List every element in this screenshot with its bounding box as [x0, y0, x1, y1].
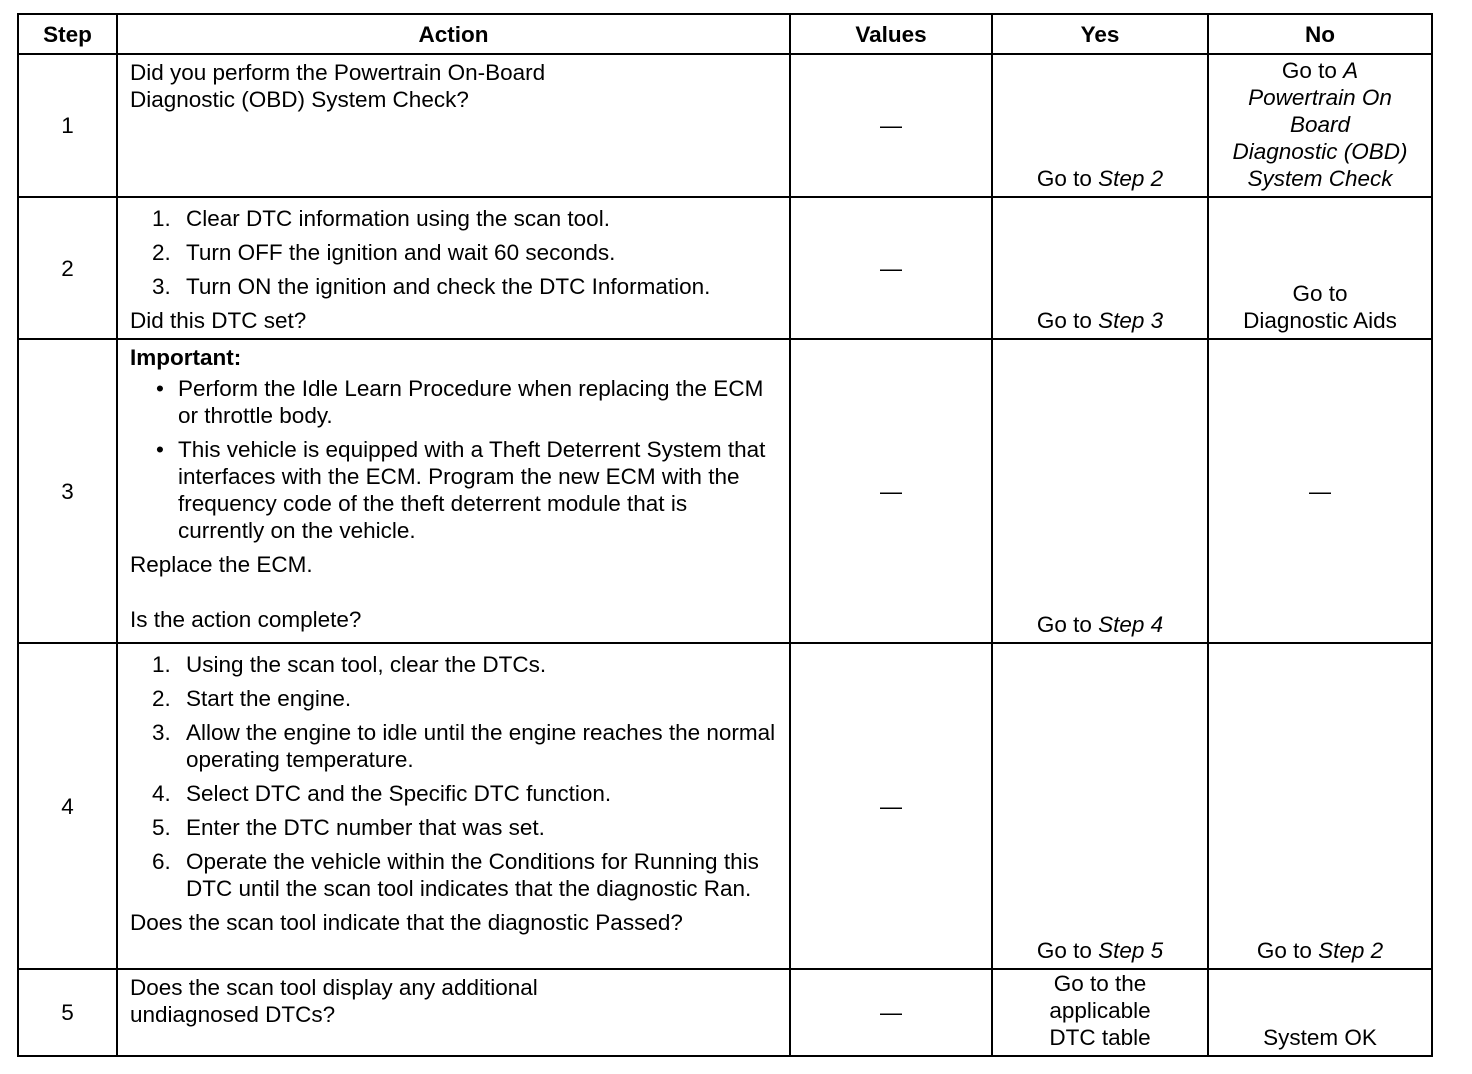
- yes-prefix: Go to: [1036, 612, 1099, 637]
- yes-prefix: Go to: [1036, 938, 1099, 963]
- action-instruction: Replace the ECM.: [130, 552, 313, 577]
- values-dash: —: [880, 1000, 902, 1025]
- header-no: No: [1208, 14, 1432, 54]
- header-values: Values: [790, 14, 992, 54]
- header-row: [18, 14, 1432, 54]
- no-step-link[interactable]: Step 2: [1318, 938, 1384, 963]
- yes-prefix: Go to: [1036, 308, 1099, 333]
- yes-cell: [992, 969, 1208, 1056]
- no-link[interactable]: Board: [1289, 112, 1351, 137]
- action-text: Diagnostic (OBD) System Check?: [130, 87, 469, 112]
- list-item: 5. Enter the DTC number that was set.: [152, 815, 545, 840]
- no-link[interactable]: System Check: [1247, 166, 1393, 191]
- no-link[interactable]: A: [1343, 58, 1359, 83]
- yes-cell: [992, 54, 1208, 197]
- action-cell: [117, 339, 790, 643]
- yes-link[interactable]: DTC table: [1049, 1025, 1151, 1050]
- list-item: 3. Allow the engine to idle until the engine reaches the normal operating temperature.: [152, 720, 776, 772]
- yes-cell: [992, 339, 1208, 643]
- step-number: 4: [18, 643, 117, 969]
- table-row-step-2: [18, 197, 1432, 339]
- values-dash: —: [880, 255, 902, 281]
- list-item: 6. Operate the vehicle within the Conditions for Running this DTC until the scan tool indicates that the diagnostic Ran.: [152, 849, 759, 901]
- values-dash: —: [880, 478, 902, 504]
- action-question: Did this DTC set?: [130, 308, 307, 333]
- list-item: • This vehicle is equipped with a Theft Deterrent System that interfaces with the ECM. Program the new ECM with the frequency code of the theft deterrent module that is currently on the vehicle.: [156, 437, 766, 543]
- list-item: 2. Start the engine.: [152, 686, 352, 711]
- table-row-step-4: [18, 643, 1432, 969]
- list-item: • Perform the Idle Learn Procedure when replacing the ECM or throttle body.: [156, 376, 764, 428]
- yes-prefix: Go to: [1036, 166, 1099, 191]
- values-cell: [790, 197, 992, 339]
- step-number: 2: [18, 197, 117, 339]
- procedure-list: [130, 205, 779, 300]
- values-cell: [790, 969, 992, 1056]
- values-dash: —: [880, 793, 902, 819]
- procedure-list: [130, 651, 779, 902]
- no-result: System OK: [1263, 1025, 1377, 1050]
- values-cell: [790, 54, 992, 197]
- list-item: 1. Using the scan tool, clear the DTCs.: [152, 652, 547, 677]
- step-number: 1: [18, 54, 117, 197]
- diagnostic-table: [17, 13, 1433, 1057]
- no-cell: [1208, 969, 1432, 1056]
- action-cell: [117, 54, 790, 197]
- action-cell: [117, 969, 790, 1056]
- no-link[interactable]: Powertrain On: [1248, 85, 1392, 110]
- header-step: Step: [18, 14, 117, 54]
- action-cell: [117, 643, 790, 969]
- action-question: Does the scan tool indicate that the diagnostic Passed?: [130, 910, 683, 935]
- yes-cell: [992, 197, 1208, 339]
- header-yes: Yes: [992, 14, 1208, 54]
- list-item: 4. Select DTC and the Specific DTC function.: [152, 781, 612, 806]
- no-cell: [1208, 54, 1432, 197]
- no-text: Go to: [1292, 281, 1348, 306]
- important-notes: [130, 375, 779, 544]
- no-prefix: Go to: [1256, 938, 1319, 963]
- step-number: 5: [18, 969, 117, 1056]
- list-item: 2. Turn OFF the ignition and wait 60 seconds.: [152, 240, 616, 265]
- values-cell: [790, 339, 992, 643]
- step-number: 3: [18, 339, 117, 643]
- important-label: Important:: [130, 345, 242, 370]
- action-question: Is the action complete?: [130, 607, 362, 632]
- list-item: 1. Clear DTC information using the scan tool.: [152, 206, 610, 231]
- no-cell: [1208, 643, 1432, 969]
- table-row-step-3: [18, 339, 1432, 643]
- action-text: Does the scan tool display any additional: [130, 975, 538, 1000]
- no-dash: —: [1309, 478, 1331, 504]
- yes-step-link[interactable]: Step 3: [1098, 308, 1164, 333]
- no-link[interactable]: Diagnostic Aids: [1243, 308, 1397, 333]
- table-row-step-1: [18, 54, 1432, 197]
- values-cell: [790, 643, 992, 969]
- table-row-step-5: [18, 969, 1432, 1056]
- action-text: Did you perform the Powertrain On-Board: [130, 60, 546, 85]
- yes-cell: [992, 643, 1208, 969]
- no-cell: [1208, 197, 1432, 339]
- yes-step-link[interactable]: Step 5: [1098, 938, 1164, 963]
- no-cell: [1208, 339, 1432, 643]
- action-text: undiagnosed DTCs?: [130, 1002, 336, 1027]
- yes-step-link[interactable]: Step 2: [1098, 166, 1164, 191]
- header-action: Action: [117, 14, 790, 54]
- values-dash: —: [880, 113, 902, 138]
- no-link[interactable]: Diagnostic (OBD): [1232, 139, 1408, 164]
- yes-link[interactable]: applicable: [1049, 998, 1151, 1023]
- yes-step-link[interactable]: Step 4: [1098, 612, 1164, 637]
- action-cell: [117, 197, 790, 339]
- list-item: 3. Turn ON the ignition and check the DTC Information.: [152, 274, 711, 299]
- no-prefix: Go to: [1281, 58, 1344, 83]
- yes-link[interactable]: Go to the: [1053, 971, 1147, 996]
